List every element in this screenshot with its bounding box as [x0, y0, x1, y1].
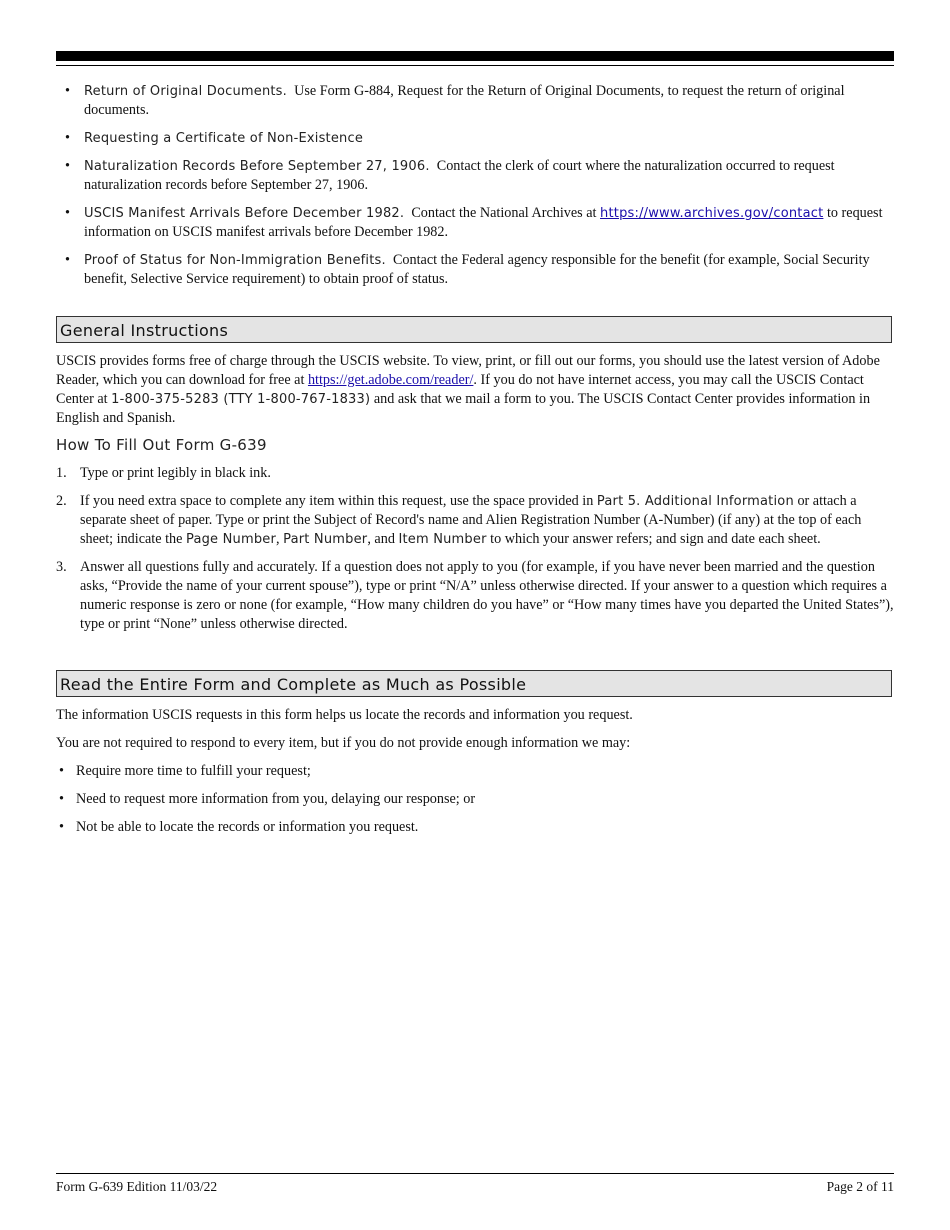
- bullet-icon: •: [59, 791, 64, 807]
- item-title: Naturalization Records Before September 27, 1906.: [84, 159, 430, 174]
- section-heading-read-entire-form: Read the Entire Form and Complete as Much as Possible: [56, 670, 892, 697]
- list-item: [56, 790, 894, 809]
- bullet-icon: •: [65, 205, 70, 221]
- instructions-numbered-list: [56, 464, 894, 643]
- item-text: Type or print legibly in black ink.: [80, 465, 271, 481]
- item-title: Proof of Status for Non-Immigration Benefits.: [84, 253, 386, 268]
- read-paragraph-2: You are not required to respond to every item, but if you do not provide enough information we may:: [56, 735, 631, 751]
- archives-link[interactable]: https://www.archives.gov/contact: [600, 206, 824, 221]
- section-heading-general-instructions: General Instructions: [56, 316, 892, 343]
- item-text: Need to request more information from you, delaying our response; or: [76, 791, 476, 807]
- contact-center-phone: 1-800-375-5283 (TTY 1-800-767-1833): [111, 392, 371, 407]
- intro-bullet-list: [56, 82, 894, 298]
- item-title: Requesting a Certificate of Non-Existence: [84, 131, 364, 146]
- list-item: [56, 82, 894, 120]
- item-text: Contact the National Archives at: [411, 205, 597, 221]
- general-instructions-paragraph: [56, 352, 894, 428]
- bullet-icon: •: [65, 130, 70, 146]
- read-paragraph-1: The information USCIS requests in this form helps us locate the records and information you request.: [56, 707, 633, 723]
- item-text: Contact the Federal agency responsible for the benefit (for example, Social Security benefit, Selective Service requirement) to obtain proof of status.: [84, 252, 870, 287]
- bullet-icon: •: [65, 83, 70, 99]
- form-edition-label: Form G-639 Edition 11/03/22: [56, 1179, 218, 1194]
- page-number-reference: Page Number: [185, 532, 277, 547]
- bullet-icon: •: [65, 158, 70, 174]
- top-rule-thin: [56, 65, 894, 66]
- list-item: [56, 464, 894, 483]
- item-number: 1.: [56, 465, 67, 481]
- list-item: [56, 762, 894, 781]
- item-number: 2.: [56, 493, 67, 509]
- footer-rule: [56, 1173, 894, 1174]
- item-text: Answer all questions fully and accurately. If a question does not apply to you (for example, if you have never been married and the question asks, “Provide the name of your current spouse”), type or print “N/A” unless otherwise directed. If your answer to a question which requires a numeric response is zero or none (for example, “How many children do you have” or “How many times have you departed the United States”), type or print “None” unless otherwise directed.: [80, 559, 894, 632]
- adobe-reader-link[interactable]: https://get.adobe.com/reader/: [307, 372, 474, 388]
- paragraph-text: USCIS provides forms free of charge through the USCIS website. To view, print, or fill out our forms, you should use the latest version of Adobe Reader, which you can download for free at: [56, 353, 880, 388]
- item-text: or attach a separate sheet of paper. Type or print the Subject of Record's name and Alien Registration Number (A-Number) (if any) at the top of each sheet; indicate the: [80, 493, 862, 547]
- list-item: [56, 818, 894, 837]
- item-title: Return of Original Documents.: [84, 84, 287, 99]
- item-text: Not be able to locate the records or information you request.: [76, 819, 419, 835]
- page-number: Page 2 of 11: [826, 1179, 894, 1194]
- subheading-how-to-fill-out: How To Fill Out Form G-639: [56, 436, 267, 454]
- item-text: , and: [367, 531, 395, 547]
- list-item: [56, 204, 894, 242]
- item-text: Contact the clerk of court where the naturalization occurred to request naturalization records before September 27, 1906.: [84, 158, 835, 193]
- list-item: [56, 492, 894, 549]
- item-text: Require more time to fulfill your request;: [76, 763, 311, 779]
- list-item: [56, 157, 894, 195]
- item-text: ,: [276, 531, 280, 547]
- item-number-reference: Item Number: [398, 532, 487, 547]
- item-text: If you need extra space to complete any item within this request, use the space provided in: [80, 493, 594, 509]
- consequences-bullet-list: [56, 762, 894, 846]
- item-text: to request information on USCIS manifest arrivals before December 1982.: [84, 205, 883, 240]
- bullet-icon: •: [65, 252, 70, 268]
- item-text: to which your answer refers; and sign and date each sheet.: [490, 531, 821, 547]
- paragraph-text: and ask that we mail a form to you. The USCIS Contact Center provides information in English and Spanish.: [56, 391, 871, 426]
- list-item: [56, 251, 894, 289]
- bullet-icon: •: [59, 819, 64, 835]
- document-page: [56, 0, 894, 1230]
- list-item: [56, 558, 894, 634]
- item-title: USCIS Manifest Arrivals Before December 1982.: [84, 206, 405, 221]
- top-rule-thick: [56, 51, 894, 61]
- item-text: Use Form G-884, Request for the Return of Original Documents, to request the return of original documents.: [84, 83, 845, 118]
- bullet-icon: •: [59, 763, 64, 779]
- part-reference: Part 5. Additional Information: [596, 494, 794, 509]
- list-item: [56, 129, 894, 148]
- item-number: 3.: [56, 559, 67, 575]
- part-number-reference: Part Number: [283, 532, 368, 547]
- paragraph-text: . If you do not have internet access, you may call the USCIS Contact Center at: [56, 372, 864, 407]
